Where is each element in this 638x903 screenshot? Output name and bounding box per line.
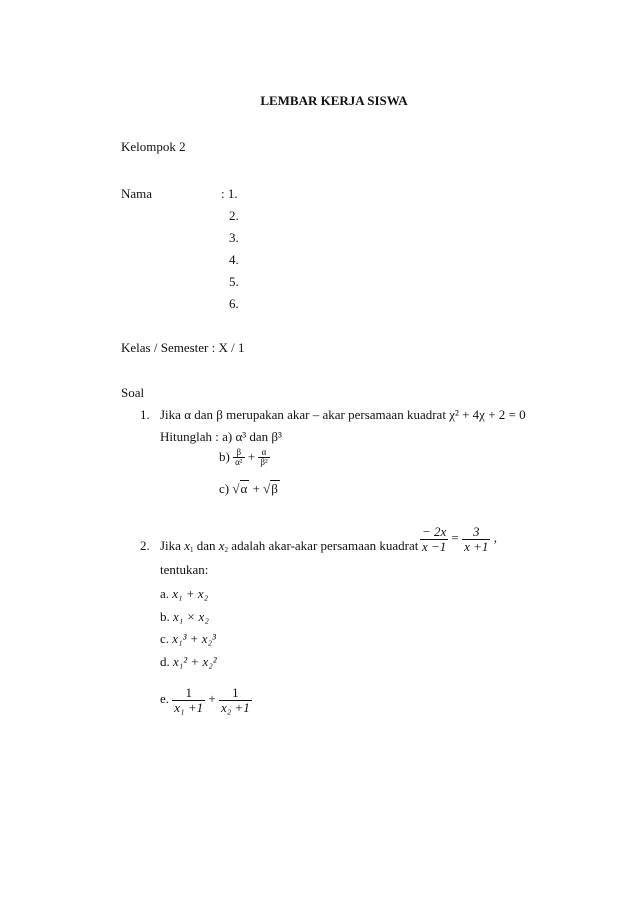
- q2-item-d-label: d.: [160, 654, 170, 669]
- q2-item-b-label: b.: [160, 609, 170, 624]
- question-2-text: [160, 538, 418, 554]
- q2-item-b: [160, 609, 209, 625]
- q2-e-num2: 1: [219, 686, 252, 701]
- q1-part-a: a) α³ dan β³: [222, 429, 282, 444]
- q2-eq-lhs-num: − 2x: [422, 524, 447, 539]
- q1-b-plus: +: [247, 448, 256, 464]
- q2-x1: $x_1$: [184, 538, 194, 554]
- q1-b-frac1-den: α²: [235, 457, 243, 468]
- kelompok-label: Kelompok 2: [121, 139, 186, 154]
- question-1-text: [160, 407, 526, 423]
- q2-item-b-expr: x₁ × x₂: [173, 609, 209, 624]
- q2-e-num1: 1: [172, 686, 205, 701]
- q2-eq-equals: =: [451, 530, 459, 546]
- q2-e-den1: x₁ +1: [174, 699, 204, 715]
- q2-item-a-expr: x₁ + x₂: [172, 586, 209, 601]
- q2-eq-rhs-den: x +1: [464, 538, 489, 554]
- q2-statement: adalah akar-akar persamaan kuadrat: [231, 538, 419, 553]
- q2-eq-rhs: [462, 525, 490, 553]
- q1-c-sqrt-alpha: √α: [232, 481, 248, 496]
- q2-item-d-expr: x₁² + x₂²: [173, 654, 217, 669]
- page-title: LEMBAR KERJA SISWA: [260, 93, 408, 108]
- q1-part-b-label: b): [219, 448, 230, 464]
- q1-b-fraction-2: [258, 448, 269, 468]
- nama-number-2: 2.: [229, 208, 239, 223]
- q1-c-plus: +: [252, 481, 260, 496]
- question-1-equation: χ² + 4χ + 2 = 0: [449, 407, 526, 422]
- nama-number-3: 3.: [229, 230, 239, 245]
- q1-b-fraction-1: [233, 448, 244, 468]
- nama-label: Nama: [121, 186, 153, 201]
- question-1-number: 1.: [140, 407, 150, 422]
- q2-item-e: [160, 686, 252, 714]
- question-2-number: 2.: [140, 538, 150, 553]
- q1-part-b: [219, 448, 270, 468]
- q1-b-frac2-den: β²: [260, 457, 268, 468]
- q2-tentukan: tentukan:: [160, 562, 209, 577]
- q1-b-frac1-num: β: [233, 448, 244, 458]
- q2-x2: $x_2$: [218, 538, 229, 554]
- nama-number-6: 6.: [229, 296, 239, 311]
- q2-e-fraction-1: [172, 686, 205, 714]
- nama-number-5: 5.: [229, 274, 239, 289]
- q2-dan: dan: [196, 538, 216, 553]
- q2-item-e-label: e.: [160, 691, 170, 707]
- kelas-semester: Kelas / Semester : X / 1: [121, 340, 245, 355]
- q2-e-plus: +: [208, 691, 216, 707]
- q1-hitunglah-label: Hitunglah :: [160, 429, 219, 444]
- q2-item-c: [160, 631, 216, 647]
- q2-e-fraction-2: [219, 686, 252, 714]
- q2-eq-lhs-den: x −1: [422, 538, 447, 554]
- q2-item-c-label: c.: [160, 631, 170, 646]
- q2-e-den2: x₂ +1: [220, 699, 250, 715]
- q2-item-c-expr: x₁³ + x₂³: [172, 631, 216, 646]
- q2-equation: [420, 525, 497, 553]
- nama-number-4: 4.: [229, 252, 239, 267]
- q1-hitunglah: [160, 429, 282, 445]
- q1-c-rad-beta: β: [271, 481, 278, 496]
- q1-part-c-label: c): [219, 481, 230, 496]
- q1-c-rad-alpha: α: [240, 481, 248, 496]
- q2-item-a: [160, 586, 208, 602]
- q1-part-c: [219, 481, 280, 497]
- q1-c-sqrt-beta: √β: [263, 481, 278, 496]
- q2-eq-comma: ,: [493, 530, 497, 546]
- q2-item-a-label: a.: [160, 586, 170, 601]
- q1-b-frac2-num: α: [258, 448, 269, 458]
- q2-eq-lhs: [420, 525, 448, 553]
- question-1-statement: Jika α dan β merupakan akar – akar persamaan kuadrat: [160, 407, 446, 422]
- q2-jika: Jika: [160, 538, 181, 553]
- soal-label: Soal: [121, 385, 145, 400]
- nama-number-1: : 1.: [221, 186, 238, 201]
- q2-item-d: [160, 654, 217, 670]
- q2-eq-rhs-num: 3: [462, 525, 490, 540]
